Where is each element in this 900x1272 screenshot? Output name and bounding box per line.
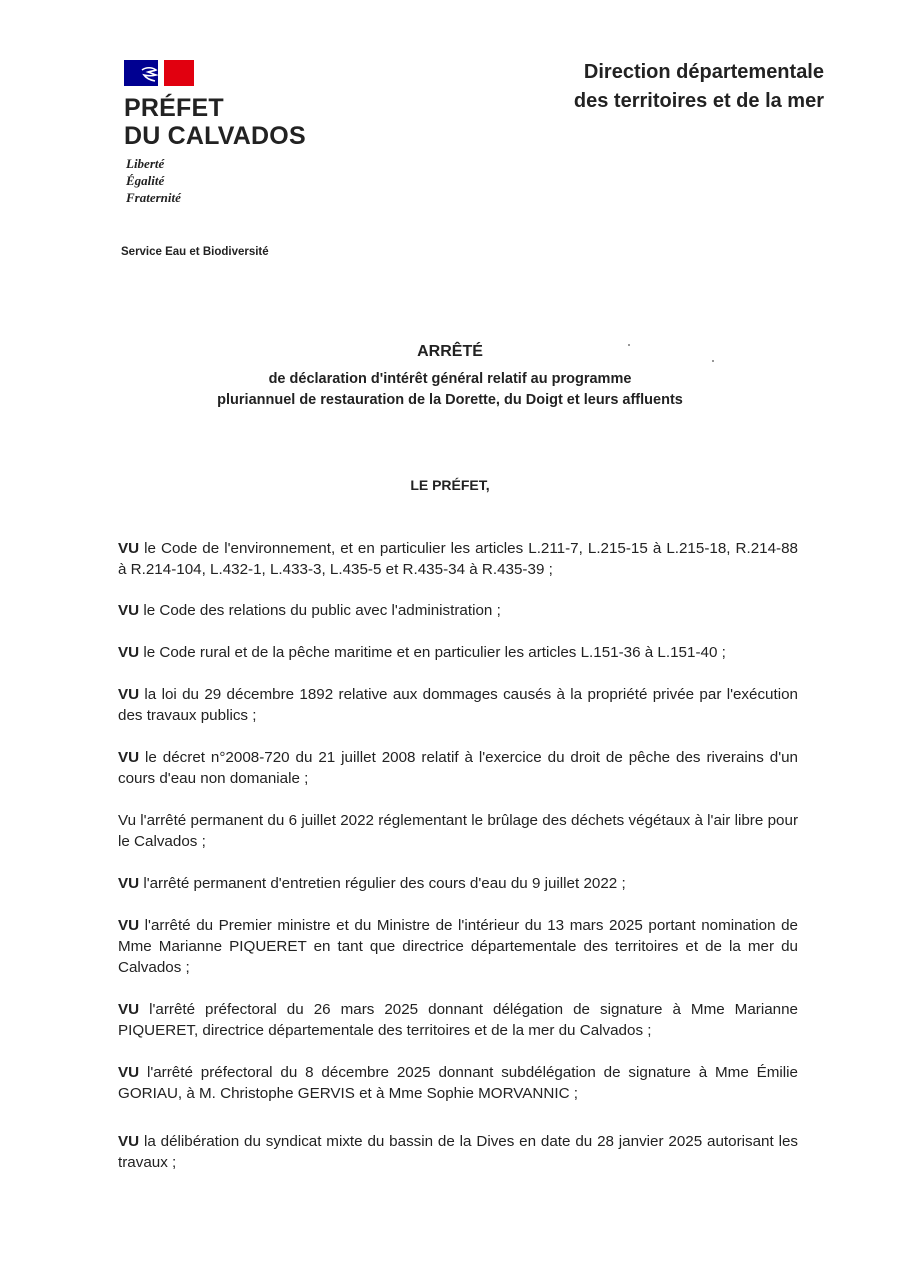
consideration-text: la loi du 29 décembre 1892 relative aux dommages causés à la propriété privée par l'exécution des travaux publics ; (118, 686, 798, 724)
marianne-profile-icon (138, 64, 164, 84)
consideration-text: le Code rural et de la pêche maritime et en particulier les articles L.151-36 à L.151-40 ; (139, 644, 726, 661)
consideration-lead: VU (118, 917, 140, 934)
consideration-item (118, 810, 798, 852)
motto-liberte: Liberté (126, 156, 165, 171)
consideration-item (118, 747, 798, 789)
republic-motto (126, 155, 181, 206)
direction-heading (574, 58, 824, 116)
consideration-lead: VU (118, 686, 140, 703)
consideration-item (118, 1131, 798, 1173)
consideration-item (118, 873, 798, 894)
consideration-text: le Code des relations du public avec l'administration ; (139, 602, 501, 619)
consideration-lead: VU (118, 749, 140, 766)
arrete-title: ARRÊTÉ (417, 343, 483, 360)
consideration-text: Vu l'arrêté permanent du 6 juillet 2022 réglementant le brûlage des déchets végétaux à l'air libre pour le Calvados ; (118, 812, 798, 850)
consideration-text: la délibération du syndicat mixte du bassin de la Dives en date du 28 janvier 2025 autorisant les travaux ; (118, 1133, 798, 1171)
scan-speck (628, 344, 630, 346)
consideration-lead: VU (118, 644, 140, 661)
consideration-lead: VU (118, 1133, 140, 1150)
direction-line1: Direction départementale (583, 61, 824, 83)
consideration-item (118, 684, 798, 726)
le-prefet-heading: LE PRÉFET, (410, 477, 490, 493)
motto-egalite: Égalité (126, 173, 165, 188)
consideration-lead: VU (118, 1001, 140, 1018)
consideration-item (118, 1062, 798, 1104)
consideration-item (118, 999, 798, 1041)
consideration-lead: VU (118, 875, 140, 892)
arrete-subtitle-line2: pluriannuel de restauration de la Dorette, du Doigt et leurs affluents (217, 392, 683, 408)
motto-fraternite: Fraternité (126, 190, 181, 205)
prefet-title-line1: PRÉFET (124, 94, 224, 122)
consideration-lead: VU (118, 602, 140, 619)
prefet-title-line2: DU CALVADOS (124, 122, 306, 150)
consideration-item (118, 600, 798, 621)
consideration-item (118, 538, 798, 580)
consideration-lead: VU (118, 1064, 140, 1081)
service-name: Service Eau et Biodiversité (121, 246, 269, 258)
consideration-text: l'arrêté du Premier ministre et du Ministre de l'intérieur du 13 mars 2025 portant nomination de Mme Marianne PIQUERET en tant que directrice départementale des territoires et de la mer du Calvados ; (118, 917, 798, 976)
consideration-text: l'arrêté préfectoral du 8 décembre 2025 donnant subdélégation de signature à Mme Émilie GORIAU, à M. Christophe GERVIS et à Mme Sophie MORVANNIC ; (118, 1064, 798, 1102)
consideration-text: l'arrêté préfectoral du 26 mars 2025 donnant délégation de signature à Mme Marianne PIQUERET, directrice départementale des territoires et de la mer du Calvados ; (118, 1001, 798, 1039)
consideration-text: le Code de l'environnement, et en particulier les articles L.211-7, L.215-15 à L.215-18, R.214-88 à R.214-104, L.432-1, L.433-3, L.435-5 et R.435-34 à R.435-39 ; (118, 540, 798, 578)
consideration-text: le décret n°2008-720 du 21 juillet 2008 relatif à l'exercice du droit de pêche des riverains d'un cours d'eau non domaniale ; (118, 749, 798, 787)
arrete-subtitle-line1: de déclaration d'intérêt général relatif au programme (268, 371, 632, 387)
consideration-item (118, 915, 798, 978)
prefet-title (124, 94, 306, 150)
scan-speck (712, 360, 714, 362)
consideration-lead: VU (118, 540, 140, 557)
direction-line2: des territoires et de la mer (573, 90, 824, 112)
consideration-text: l'arrêté permanent d'entretien régulier des cours d'eau du 9 juillet 2022 ; (139, 875, 626, 892)
arrete-subtitle (0, 369, 900, 411)
consideration-item (118, 642, 798, 663)
